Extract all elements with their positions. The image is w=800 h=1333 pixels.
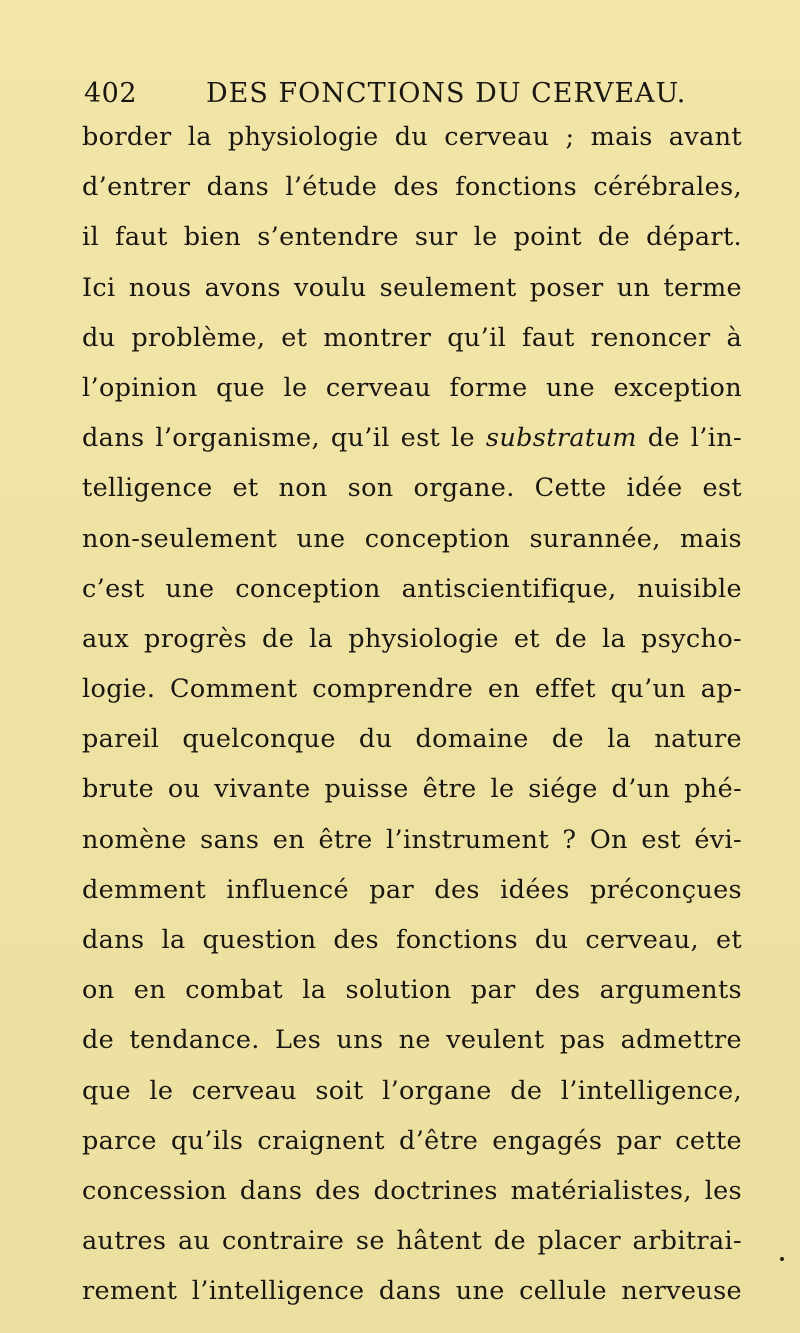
- text-line-11: aux progrès de la physiologie et de la psycho-: [82, 623, 742, 654]
- text-line-14: brute ou vivante puisse être le siége d’un phé-: [82, 774, 742, 805]
- italic-term: substratum: [485, 423, 637, 454]
- text-line-24: rement l’intelligence dans une cellule nerveuse: [82, 1276, 742, 1307]
- text-line-18: on en combat la solution par des arguments: [82, 975, 742, 1006]
- text-line-23: autres au contraire se hâtent de placer arbitrai-: [82, 1226, 742, 1257]
- text-line-10: c’est une conception antiscientifique, nuisible: [82, 573, 742, 604]
- text-line-6: l’opinion que le cerveau forme une exception: [82, 372, 742, 403]
- text-line-2: d’entrer dans l’étude des fonctions cérébrales,: [82, 172, 742, 203]
- text-line-5: du problème, et montrer qu’il faut renoncer à: [82, 322, 742, 353]
- text-line-7-before: dans l’organisme, qu’il est le: [82, 423, 486, 454]
- text-line-19: de tendance. Les uns ne veulent pas admettre: [82, 1025, 742, 1056]
- page-number: 402: [84, 78, 138, 109]
- text-line-7-after: de l’in-: [636, 423, 742, 454]
- text-line-22: concession dans des doctrines matérialistes, les: [82, 1175, 742, 1206]
- text-line-13: pareil quelconque du domaine de la nature: [82, 724, 742, 755]
- text-line-17: dans la question des fonctions du cerveau, et: [82, 925, 742, 955]
- text-line-8: telligence et non son organe. Cette idée est: [82, 473, 742, 504]
- text-line-4: Ici nous avons voulu seulement poser un terme: [82, 272, 742, 303]
- text-line-12: logie. Comment comprendre en effet qu’un ap-: [82, 674, 742, 705]
- text-line-20: que le cerveau soit l’organe de l’intelligence,: [82, 1075, 742, 1106]
- running-title: DES FONCTIONS DU CERVEAU.: [206, 78, 687, 109]
- text-line-3: il faut bien s’entendre sur le point de départ.: [82, 222, 742, 253]
- body-text: [82, 112, 742, 1317]
- text-line-21: parce qu’ils craignent d’être engagés par cette: [82, 1125, 742, 1156]
- text-line-1: border la physiologie du cerveau ; mais avant: [82, 122, 742, 152]
- text-line-15: nomène sans en être l’instrument ? On est évi-: [82, 824, 742, 855]
- page-header: [84, 74, 744, 114]
- margin-ink-mark: [780, 1257, 784, 1261]
- text-line-7: [82, 413, 742, 463]
- text-line-16: demment influencé par des idées préconçues: [82, 874, 742, 905]
- text-line-9: non-seulement une conception surannée, mais: [82, 523, 742, 554]
